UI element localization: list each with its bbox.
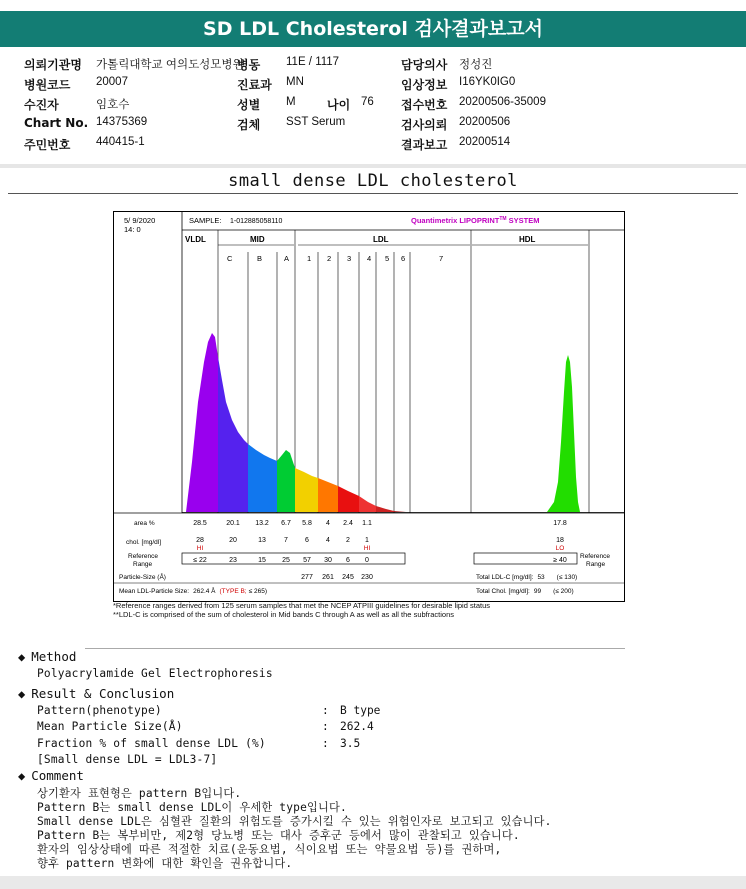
fraction-vldl: [186, 333, 218, 512]
flag-value: HI: [363, 545, 371, 552]
info-label-specimen: 검체: [237, 118, 261, 132]
band-2: 2: [327, 254, 332, 263]
flag-value: LO: [555, 545, 565, 552]
particle-size-values: [301, 574, 373, 581]
info-label-doctor: 담당의사: [401, 58, 448, 72]
chol-value: 4: [326, 537, 330, 544]
info-value-ward: 11E / 1117: [286, 56, 340, 68]
diamond-icon: ◆: [18, 769, 26, 783]
info-label-ward: 병동: [237, 58, 261, 72]
method-rule: [85, 648, 625, 649]
chol-value: 6: [305, 537, 309, 544]
band-c: C: [227, 254, 233, 263]
chol-value: 7: [284, 537, 288, 544]
area-value: 6.7: [281, 520, 291, 527]
ref-value: 57: [303, 557, 311, 564]
section-title: small dense LDL cholesterol: [228, 171, 518, 191]
chol-value: 28: [196, 537, 204, 544]
group-mid: MID: [250, 235, 265, 244]
info-label-requester: 의뢰기관명: [24, 58, 82, 72]
ref-value: 25: [282, 557, 290, 564]
ref-value: 6: [346, 557, 350, 564]
fraction-ldl4: [359, 496, 376, 512]
colon: :: [322, 720, 329, 733]
section-underline: [8, 193, 738, 194]
chart-time: 14: 0: [124, 225, 141, 234]
info-value-chart-no: 14375369: [96, 116, 148, 128]
info-label-hospital-code: 병원코드: [24, 78, 71, 92]
area-value: 4: [326, 520, 330, 527]
comment-line: 상기환자 표현형은 pattern B입니다.: [37, 787, 242, 800]
colon: :: [322, 737, 329, 750]
area-value: 13.2: [255, 520, 269, 527]
band-4: 4: [367, 254, 372, 263]
area-value: 17.8: [553, 520, 567, 527]
info-value-sex: M: [286, 96, 296, 108]
chol-value: 2: [346, 537, 350, 544]
info-label-request-date: 검사의뢰: [401, 118, 448, 132]
result-label-fraction: Fraction % of small dense LDL (%): [37, 737, 266, 750]
ref-value: ≥ 40: [553, 557, 567, 564]
area-value: 20.1: [226, 520, 240, 527]
ref-label-1: Reference: [128, 553, 158, 560]
info-value-receipt-no: 20200506-35009: [459, 96, 546, 108]
lipoprint-chart: [113, 211, 625, 602]
info-label-patient: 수진자: [24, 98, 59, 112]
area-values: [193, 520, 567, 527]
chol-value: 20: [229, 537, 237, 544]
result-note: [Small dense LDL = LDL3-7]: [37, 753, 218, 766]
info-label-clinical-info: 임상정보: [401, 78, 448, 92]
chol-value: 1: [365, 537, 369, 544]
ref-values: [193, 557, 567, 564]
ref-value: 30: [324, 557, 332, 564]
result-heading: ◆ Result & Conclusion: [18, 686, 175, 701]
band-1: 1: [307, 254, 312, 263]
info-value-clinical-info: I16YK0IG0: [459, 76, 516, 88]
area-value: 1.1: [362, 520, 372, 527]
comment-line: 향후 pattern 변화에 대한 확인을 권유합니다.: [37, 857, 293, 870]
info-value-report-date: 20200514: [459, 136, 511, 148]
total-chol: Total Chol. [mg/dl]: 99 (≤ 200): [476, 588, 574, 595]
group-hdl: HDL: [519, 235, 536, 244]
info-value-requester: 가톨릭대학교 여의도성모병원: [96, 59, 244, 71]
comment-line: Small dense LDL은 심혈관 질환의 위험도를 증가시킬 수 있는 위험인자로 보고되고 있습니다.: [37, 815, 552, 828]
chol-value: 18: [556, 537, 564, 544]
particle-size-value: 245: [342, 574, 354, 581]
hdl-ref-label-2: Range: [586, 561, 606, 568]
fraction-mid-c: [218, 357, 248, 512]
band-3: 3: [347, 254, 352, 263]
particle-size-value: 261: [322, 574, 334, 581]
chart-notes: [113, 602, 490, 619]
method-heading: ◆ Method: [18, 649, 77, 664]
info-label-age: 나이: [327, 98, 351, 112]
comment-line: 환자의 임상상태에 따른 적절한 치료(운동요법, 식이요법 또는 약물요법 등)를 권하며,: [37, 843, 502, 856]
chol-value: 13: [258, 537, 266, 544]
info-value-specimen: SST Serum: [286, 116, 346, 128]
colon: :: [322, 704, 329, 717]
result-label-pattern: Pattern(phenotype): [37, 704, 162, 717]
info-label-receipt-no: 접수번호: [401, 98, 448, 112]
particle-size-value: 230: [361, 574, 373, 581]
total-ldl: Total LDL-C [mg/dl]: 53 (≤ 130): [476, 574, 578, 581]
hdl-ref-label-1: Reference: [580, 553, 610, 560]
flag-values: [197, 545, 565, 552]
comment-heading: ◆ Comment: [18, 768, 84, 783]
method-text: Polyacrylamide Gel Electrophoresis: [37, 667, 273, 680]
band-a: A: [284, 254, 290, 263]
fraction-ldl3: [338, 486, 359, 512]
info-value-department: MN: [286, 76, 304, 88]
info-label-sex: 성별: [237, 98, 261, 112]
band-b: B: [257, 254, 263, 263]
area-value: 5.8: [302, 520, 312, 527]
info-value-patient: 임호수: [96, 99, 130, 111]
report-title: SD LDL Cholesterol 검사결과보고서: [0, 11, 746, 47]
ref-value: ≤ 22: [193, 557, 207, 564]
fraction-ldl2: [318, 478, 338, 512]
ref-value: 15: [258, 557, 266, 564]
info-label-report-date: 결과보고: [401, 138, 448, 152]
ref-value: 0: [365, 557, 369, 564]
area-value: 2.4: [343, 520, 353, 527]
result-value-fraction: 3.5: [340, 737, 361, 750]
info-label-chart-no: Chart No.: [24, 116, 89, 130]
diamond-icon: ◆: [18, 650, 26, 664]
sample-label: SAMPLE:: [189, 216, 222, 225]
comment-line: Pattern B는 small dense LDL이 우세한 type입니다.: [37, 801, 347, 814]
info-label-resident-no: 주민번호: [24, 138, 71, 152]
particle-size-value: 277: [301, 574, 313, 581]
result-value-pattern: B type: [340, 704, 381, 717]
band-5: 5: [385, 254, 390, 263]
fraction-ldl1: [295, 468, 318, 512]
info-value-age: 76: [361, 96, 374, 108]
mean-size: Mean LDL-Particle Size: 262.4 Å (TYPE B; ≤ 265): [119, 588, 267, 595]
diamond-icon: ◆: [18, 687, 26, 701]
fraction-tail: [394, 511, 406, 512]
chart-date: 5/ 9/2020: [124, 216, 156, 225]
area-value: 28.5: [193, 520, 207, 527]
info-value-request-date: 20200506: [459, 116, 511, 128]
ref-value: 23: [229, 557, 237, 564]
info-value-hospital-code: 20007: [96, 76, 128, 88]
fraction-mid-b: [248, 444, 277, 512]
fraction-mid-a: [277, 450, 295, 512]
chart-svg: [114, 212, 624, 601]
info-label-department: 진료과: [237, 78, 272, 92]
particle-size-label: Particle-Size (Å): [119, 574, 166, 581]
footer-bar: [0, 876, 746, 889]
patient-info: [0, 52, 746, 168]
ref-label-2: Range: [133, 561, 153, 568]
result-value-mean-size: 262.4: [340, 720, 374, 733]
comment-line: Pattern B는 복부비만, 제2형 당뇨병 또는 대사 증후군 등에서 많이 관찰되고 있습니다.: [37, 829, 520, 842]
divider: [0, 164, 746, 168]
brand-name: Quantimetrix LIPOPRINT™ SYSTEM: [411, 216, 540, 225]
chol-values: [196, 537, 564, 544]
info-value-doctor: 정성진: [459, 59, 493, 71]
flag-value: HI: [196, 545, 204, 552]
group-ldl: LDL: [373, 235, 389, 244]
band-7: 7: [439, 254, 444, 263]
info-value-resident-no: 440415-1: [96, 136, 145, 148]
band-6: 6: [401, 254, 406, 263]
fraction-hdl: [547, 355, 580, 512]
result-label-mean-size: Mean Particle Size(Å): [37, 720, 183, 733]
group-vldl: VLDL: [185, 235, 206, 244]
sample-id: 1-012885058110: [230, 218, 283, 225]
chol-label: chol. [mg/dl]: [126, 539, 162, 546]
fraction-ldl5: [376, 506, 394, 512]
area-label: area %: [134, 520, 155, 527]
note-2: **LDL-C is comprised of the sum of cholesterol in Mid bands C through A as well as all the subfractions: [113, 609, 455, 619]
note-1: *Reference ranges derived from 125 serum samples that met the NCEP ATPIII guidelines for desirable lipid status: [113, 601, 490, 610]
